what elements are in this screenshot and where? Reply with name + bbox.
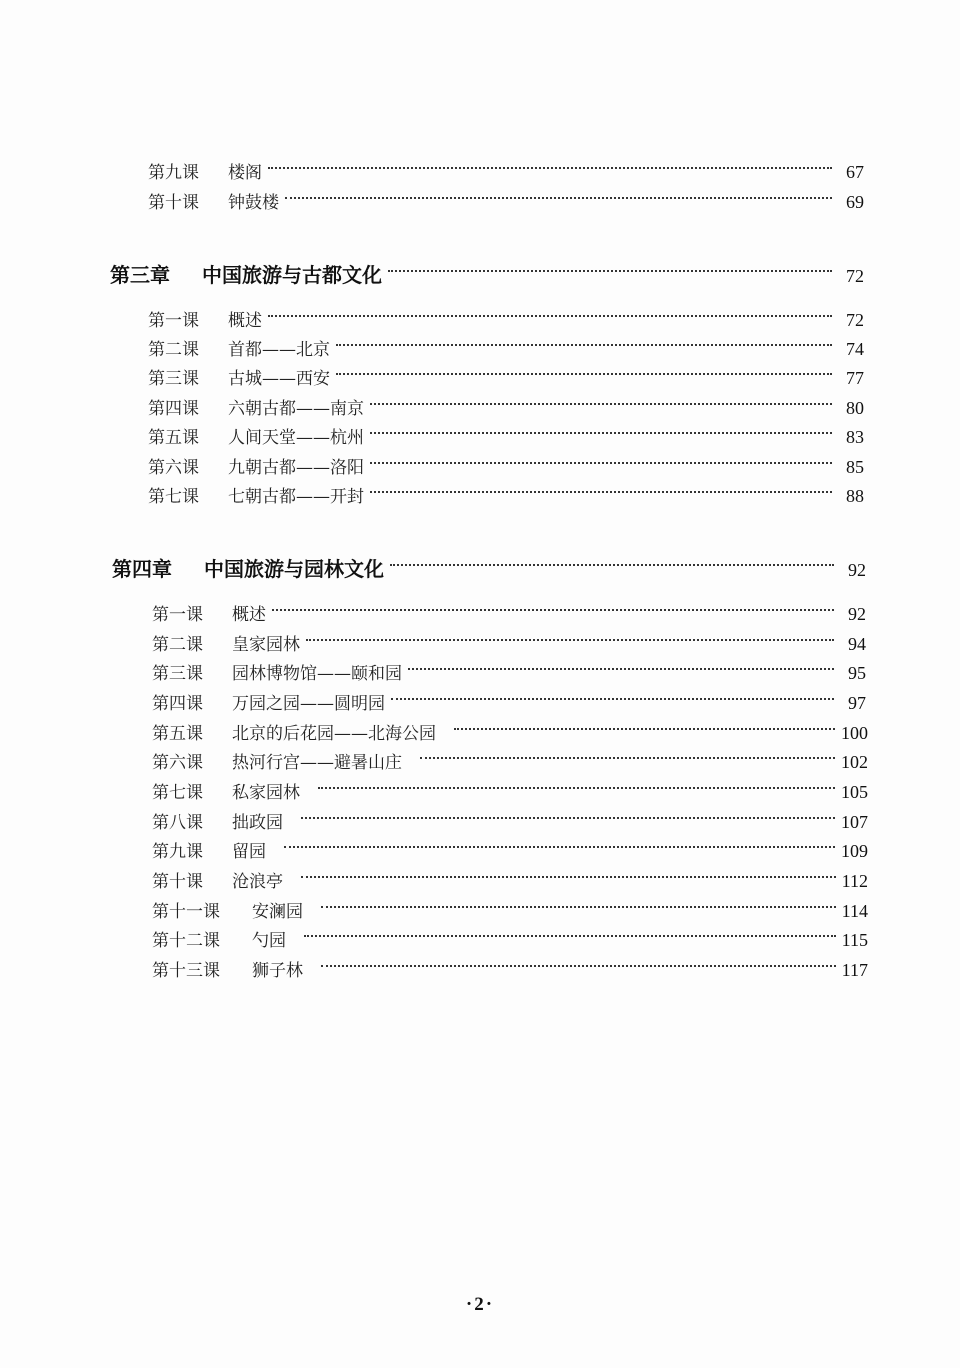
lesson-number: 第二课 — [148, 340, 199, 360]
toc-entry-lesson[interactable] — [152, 859, 868, 892]
dot-leader — [336, 356, 832, 384]
dot-leader — [370, 474, 832, 502]
lesson-title: 沧浪亭 — [232, 872, 283, 892]
lesson-number: 第四课 — [148, 399, 199, 419]
dot-leader — [391, 681, 834, 709]
lesson-number: 第六课 — [148, 458, 199, 478]
page-number: 107 — [841, 812, 868, 832]
toc-entry-lesson[interactable] — [148, 356, 864, 389]
dot-leader — [304, 918, 836, 946]
lesson-number: 第十二课 — [152, 931, 220, 951]
lesson-title: 首都——北京 — [228, 340, 330, 360]
lesson-number: 第三课 — [152, 664, 203, 684]
lesson-title: 万园之园——圆明园 — [232, 694, 385, 714]
dot-leader — [370, 415, 832, 443]
dot-leader — [321, 948, 836, 976]
lesson-title: 狮子林 — [252, 961, 303, 981]
page-number: 102 — [841, 752, 868, 772]
footer-page-number: ·2· — [465, 1294, 495, 1315]
chapter-title: 中国旅游与古都文化 — [202, 263, 382, 287]
dot-leader — [388, 254, 832, 282]
dot-leader — [301, 800, 835, 828]
lesson-number: 第九课 — [148, 163, 199, 183]
toc-entry-lesson[interactable] — [152, 800, 868, 833]
page-number: 105 — [841, 782, 868, 802]
lesson-number: 第十课 — [152, 872, 203, 892]
lesson-number: 第四课 — [152, 694, 203, 714]
toc-entry-lesson[interactable] — [152, 711, 868, 744]
chapter-title: 中国旅游与园林文化 — [204, 557, 384, 581]
lesson-number: 第七课 — [152, 783, 203, 803]
dot-leader — [454, 711, 835, 739]
dot-leader — [408, 651, 834, 679]
page-number: 85 — [846, 457, 864, 477]
dot-leader — [390, 548, 834, 576]
toc-entry-lesson[interactable] — [152, 622, 866, 655]
toc-entry-lesson[interactable] — [152, 829, 868, 862]
lesson-title: 古城——西安 — [228, 369, 330, 389]
lesson-number: 第十三课 — [152, 961, 220, 981]
page-number: 69 — [846, 192, 864, 212]
page-number: 94 — [848, 634, 866, 654]
page-number: 72 — [846, 266, 864, 286]
lesson-number: 第一课 — [152, 605, 203, 625]
page-number: 72 — [846, 310, 864, 330]
lesson-title: 安澜园 — [252, 902, 303, 922]
lesson-title: 留园 — [232, 842, 266, 862]
lesson-title: 勺园 — [252, 931, 286, 951]
toc-entry-lesson[interactable] — [148, 180, 864, 213]
dot-leader — [268, 298, 832, 326]
toc-entry-lesson[interactable] — [148, 386, 864, 419]
page-number: 74 — [846, 339, 864, 359]
page-number: 83 — [846, 427, 864, 447]
page-number: 117 — [841, 960, 868, 980]
lesson-number: 第六课 — [152, 753, 203, 773]
dot-leader — [285, 180, 832, 208]
toc-entry-lesson[interactable] — [148, 327, 864, 360]
lesson-title: 概述 — [228, 311, 262, 331]
toc-entry-lesson[interactable] — [148, 415, 864, 448]
page-number: 92 — [848, 604, 866, 624]
dot-leader — [336, 327, 832, 355]
lesson-number: 第十一课 — [152, 902, 220, 922]
page-number: 95 — [848, 663, 866, 683]
lesson-title: 九朝古都——洛阳 — [228, 458, 364, 478]
toc-entry-lesson[interactable] — [152, 681, 866, 714]
dot-leader — [370, 445, 832, 473]
toc-entry-chapter[interactable] — [112, 548, 866, 581]
toc-entry-lesson[interactable] — [152, 770, 868, 803]
lesson-title: 拙政园 — [232, 813, 283, 833]
lesson-title: 北京的后花园——北海公园 — [232, 724, 436, 744]
page-number: 114 — [841, 901, 868, 921]
toc-entry-lesson[interactable] — [152, 740, 868, 773]
lesson-title: 钟鼓楼 — [228, 193, 279, 213]
lesson-title: 私家园林 — [232, 783, 300, 803]
dot-leader — [370, 386, 832, 414]
lesson-title: 概述 — [232, 605, 266, 625]
page-number: 67 — [846, 162, 864, 182]
dot-leader — [268, 150, 832, 178]
chapter-number: 第四章 — [112, 557, 172, 581]
page-number: 88 — [846, 486, 864, 506]
lesson-title: 楼阁 — [228, 163, 262, 183]
lesson-title: 六朝古都——南京 — [228, 399, 364, 419]
lesson-number: 第八课 — [152, 813, 203, 833]
toc-entry-lesson[interactable] — [152, 918, 868, 951]
lesson-title: 园林博物馆——颐和园 — [232, 664, 402, 684]
lesson-number: 第七课 — [148, 487, 199, 507]
toc-entry-chapter[interactable] — [110, 254, 864, 287]
lesson-number: 第五课 — [152, 724, 203, 744]
dot-leader — [272, 592, 834, 620]
dot-leader — [301, 859, 836, 887]
page-number: 115 — [841, 930, 868, 950]
dot-leader — [420, 740, 835, 768]
lesson-number: 第十课 — [148, 193, 199, 213]
lesson-number: 第五课 — [148, 428, 199, 448]
dot-leader — [318, 770, 835, 798]
lesson-number: 第三课 — [148, 369, 199, 389]
toc-entry-lesson[interactable] — [148, 298, 864, 331]
page-number: 97 — [848, 693, 866, 713]
lesson-number: 第一课 — [148, 311, 199, 331]
chapter-number: 第三章 — [110, 263, 170, 287]
dot-leader — [321, 889, 836, 917]
lesson-number: 第二课 — [152, 635, 203, 655]
toc-entry-lesson[interactable] — [152, 651, 866, 684]
lesson-title: 热河行宫——避暑山庄 — [232, 753, 402, 773]
lesson-number: 第九课 — [152, 842, 203, 862]
page-number: 109 — [841, 841, 868, 861]
lesson-title: 七朝古都——开封 — [228, 487, 364, 507]
toc-entry-lesson[interactable] — [152, 592, 866, 625]
toc-entry-lesson[interactable] — [152, 948, 868, 981]
lesson-title: 人间天堂——杭州 — [228, 428, 364, 448]
toc-entry-lesson[interactable] — [148, 445, 864, 478]
toc-entry-lesson[interactable] — [148, 150, 864, 183]
page-number: 80 — [846, 398, 864, 418]
lesson-title: 皇家园林 — [232, 635, 300, 655]
page-number: 77 — [846, 368, 864, 388]
page-number: 100 — [841, 723, 868, 743]
toc-entry-lesson[interactable] — [148, 474, 864, 507]
page-number: 92 — [848, 560, 866, 580]
dot-leader — [306, 622, 834, 650]
dot-leader — [284, 829, 835, 857]
toc-entry-lesson[interactable] — [152, 889, 868, 922]
page-number: 112 — [841, 871, 868, 891]
